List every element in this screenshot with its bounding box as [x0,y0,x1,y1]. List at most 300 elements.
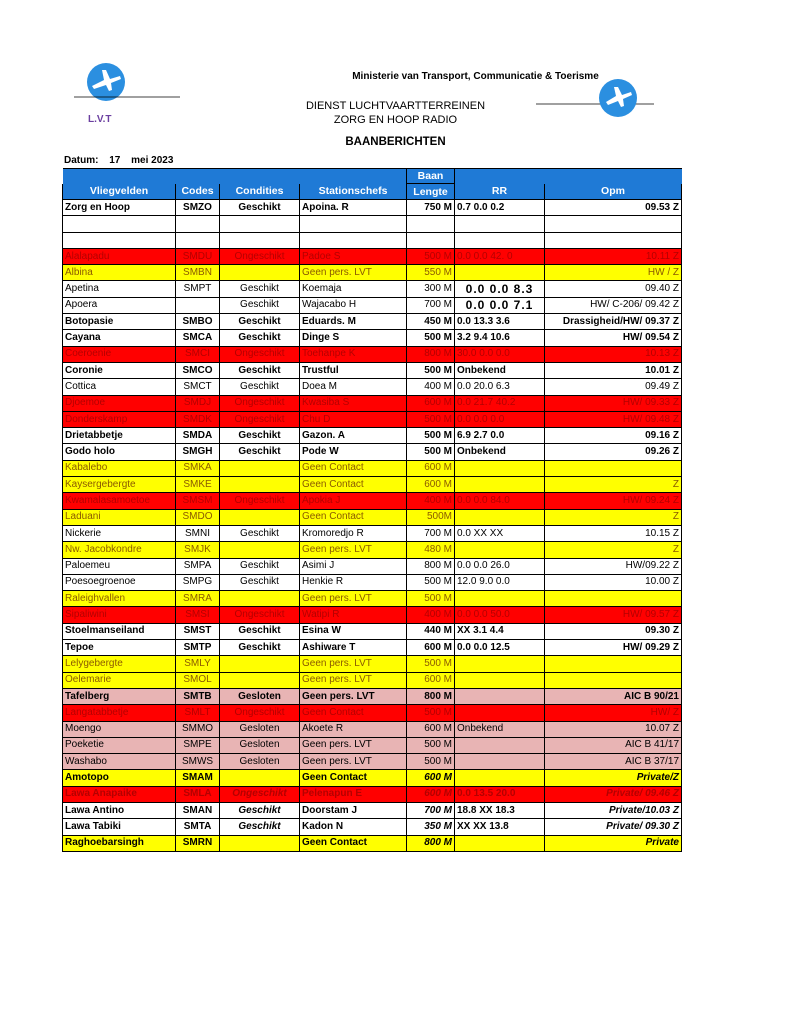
condition-cell: Geschikt [220,640,300,656]
station-chief-cell: Geen Contact [300,770,407,786]
airfield-code-cell [176,232,220,248]
col-stationschefs: Stationschefs [300,184,407,200]
airfield-code-cell: SMRA [176,591,220,607]
remarks-cell: 09.49 Z [545,379,682,395]
station-chief-cell [300,216,407,232]
airfield-name-cell [63,216,176,232]
station-chief-cell: Gazon. A [300,428,407,444]
station-chief-cell: Pode W [300,444,407,460]
rainfall-cell [455,705,545,721]
table-row [63,802,682,818]
rainfall-cell [455,591,545,607]
runway-length-cell: 600 M [407,477,455,493]
table-row [63,346,682,362]
runway-length-cell [407,232,455,248]
condition-cell [220,835,300,851]
runway-reports-table [62,168,682,852]
airfield-name-cell: Apoera [63,297,176,313]
rainfall-cell: 0.0 13.3 3.6 [455,314,545,330]
rainfall-cell: Onbekend [455,721,545,737]
station-chief-cell: Apokia J [300,493,407,509]
date-month-year: mei 2023 [131,155,174,166]
col-vliegvelden: Vliegvelden [63,184,176,200]
airfield-code-cell: SMTB [176,688,220,704]
airfield-name-cell: Raghoebarsingh [63,835,176,851]
table-row [63,623,682,639]
table-row [63,362,682,378]
runway-length-cell: 600 M [407,460,455,476]
remarks-cell: Private/10.03 Z [545,802,682,818]
runway-length-cell: 800 M [407,558,455,574]
airfield-name-cell: Paloemeu [63,558,176,574]
table-row [63,248,682,264]
airfield-name-cell: Coronie [63,362,176,378]
airfield-code-cell: SMTA [176,819,220,835]
runway-length-cell: 800 M [407,835,455,851]
airfield-name-cell: Cottica [63,379,176,395]
condition-cell: Geschikt [220,200,300,216]
runway-length-cell: 500 M [407,656,455,672]
airfield-name-cell: Nickerie [63,525,176,541]
condition-cell: Ongeschikt [220,493,300,509]
col-opm: Opm [545,184,682,200]
runway-length-cell: 550 M [407,265,455,281]
airfield-code-cell: SMDO [176,509,220,525]
station-chief-cell: Doorstam J [300,802,407,818]
runway-length-cell: 500 M [407,591,455,607]
condition-cell: Gesloten [220,754,300,770]
rainfall-cell [455,656,545,672]
station-chief-cell: Koemaja [300,281,407,297]
airfield-code-cell: SMZO [176,200,220,216]
ministry-title: Ministerie van Transport, Communicatie & Toerisme [352,71,599,82]
condition-cell [220,232,300,248]
airfield-name-cell: Coeroenie [63,346,176,362]
table-row [63,444,682,460]
table-row [63,525,682,541]
rainfall-cell: 0.0 13.5 20.0 [455,786,545,802]
condition-cell [220,477,300,493]
condition-cell: Gesloten [220,721,300,737]
rainfall-cell: 0.0 XX XX [455,525,545,541]
airfield-code-cell: SMAM [176,770,220,786]
runway-length-cell: 800 M [407,346,455,362]
remarks-cell [545,232,682,248]
remarks-cell [545,656,682,672]
station-chief-cell: Kromoredjo R [300,525,407,541]
remarks-cell: Private/Z [545,770,682,786]
condition-cell: Ongeschikt [220,411,300,427]
station-chief-cell: Geen Contact [300,705,407,721]
table-row [63,705,682,721]
condition-cell: Geschikt [220,558,300,574]
document-title: BAANBERICHTEN [345,136,446,148]
station-chief-cell: Kwasiba S [300,395,407,411]
table-row [63,493,682,509]
remarks-cell: Private [545,835,682,851]
airfield-code-cell: SMBN [176,265,220,281]
condition-cell: Ongeschikt [220,607,300,623]
airfield-name-cell: Poeketie [63,737,176,753]
table-row [63,411,682,427]
remarks-cell: 09.26 Z [545,444,682,460]
rainfall-cell: 0.0 0.0 7.1 [455,297,545,313]
rainfall-cell [455,754,545,770]
airfield-name-cell: Zorg en Hoop [63,200,176,216]
station-chief-cell: Trustful [300,362,407,378]
airfield-code-cell: SMPE [176,737,220,753]
table-row [63,737,682,753]
runway-length-cell: 500 M [407,705,455,721]
rainfall-cell [455,770,545,786]
airfield-code-cell: SMDA [176,428,220,444]
runway-length-cell: 500 M [407,574,455,590]
airfield-code-cell: SMPG [176,574,220,590]
airfield-code-cell: SMCI [176,346,220,362]
rainfall-cell: Onbekend [455,362,545,378]
airfield-name-cell: Lawa Tabiki [63,819,176,835]
runway-length-cell: 700 M [407,297,455,313]
remarks-cell: 09.16 Z [545,428,682,444]
airfield-code-cell: SMOL [176,672,220,688]
condition-cell: Geschikt [220,819,300,835]
remarks-cell: 10.13 Z [545,346,682,362]
table-row [63,770,682,786]
condition-cell: Geschikt [220,623,300,639]
remarks-cell: HW/ 09.48 Z [545,411,682,427]
table-row [63,542,682,558]
station-chief-cell: Geen Contact [300,835,407,851]
rainfall-cell [455,688,545,704]
airfield-code-cell: SMCO [176,362,220,378]
runway-length-cell: 400 M [407,493,455,509]
runway-length-cell: 500 M [407,330,455,346]
airfield-name-cell: Botopasie [63,314,176,330]
runway-length-cell: 500 M [407,411,455,427]
airfield-code-cell: SMNI [176,525,220,541]
runway-length-cell: 600 M [407,721,455,737]
condition-cell [220,460,300,476]
rainfall-cell: 0.7 0.0 0.2 [455,200,545,216]
station-chief-cell: Geen pers. LVT [300,542,407,558]
condition-cell [220,216,300,232]
runway-length-cell: 600 M [407,640,455,656]
remarks-cell: AIC B 37/17 [545,754,682,770]
rainfall-cell [455,542,545,558]
table-row [63,558,682,574]
table-row [63,216,682,232]
runway-length-cell: 600 M [407,672,455,688]
remarks-cell: Private/ 09.46 Z [545,786,682,802]
airfield-code-cell: SMBO [176,314,220,330]
date-day: 17 [109,155,121,166]
table-row [63,754,682,770]
station-chief-cell: Geen pers. LVT [300,672,407,688]
runway-length-cell: 600 M [407,395,455,411]
station-chief-cell: Wajacabo H [300,297,407,313]
table-row [63,835,682,851]
airfield-name-cell: Kwamalasamoetoe [63,493,176,509]
rainfall-cell [455,835,545,851]
rainfall-cell: 0.0 0.0 8.3 [455,281,545,297]
table-row [63,265,682,281]
condition-cell: Geschikt [220,281,300,297]
rainfall-cell [455,477,545,493]
station-chief-cell: Esina W [300,623,407,639]
airfield-code-cell: SMSM [176,493,220,509]
remarks-cell: AIC B 90/21 [545,688,682,704]
rainfall-cell: 0.0 0.0 50.0 [455,607,545,623]
table-row [63,477,682,493]
condition-cell [220,656,300,672]
airfield-code-cell: SMST [176,623,220,639]
airfield-code-cell: SMRN [176,835,220,851]
station-chief-cell: Geen pers. LVT [300,688,407,704]
airfield-code-cell: SMWS [176,754,220,770]
airfield-name-cell: Kabalebo [63,460,176,476]
airfield-name-cell: Albina [63,265,176,281]
airfield-code-cell: SMDU [176,248,220,264]
airfield-code-cell [176,216,220,232]
remarks-cell: 09.30 Z [545,623,682,639]
condition-cell: Gesloten [220,688,300,704]
station-chief-cell: Geen pers. LVT [300,737,407,753]
rainfall-cell: XX 3.1 4.4 [455,623,545,639]
remarks-cell: HW/09.22 Z [545,558,682,574]
rainfall-cell: 0.0 20.0 6.3 [455,379,545,395]
condition-cell: Gesloten [220,737,300,753]
condition-cell [220,672,300,688]
station-chief-cell: Chu D [300,411,407,427]
airfield-name-cell: Donderskamp [63,411,176,427]
condition-cell: Ongeschikt [220,705,300,721]
airfield-name-cell: Godo holo [63,444,176,460]
remarks-cell [545,672,682,688]
station-chief-cell: Dinge S [300,330,407,346]
remarks-cell: HW/ Z [545,705,682,721]
airfield-name-cell: Poesoegroenoe [63,574,176,590]
remarks-cell: AIC B 41/17 [545,737,682,753]
condition-cell [220,591,300,607]
remarks-cell: Z [545,477,682,493]
condition-cell: Geschikt [220,444,300,460]
station-chief-cell: Pelenapun E [300,786,407,802]
condition-cell: Ongeschikt [220,395,300,411]
airfield-code-cell: SMDK [176,411,220,427]
table-row [63,200,682,216]
runway-length-cell: 500M [407,509,455,525]
remarks-cell: HW / Z [545,265,682,281]
airfield-name-cell: Drietabbetje [63,428,176,444]
station-chief-cell: Geen pers. LVT [300,754,407,770]
remarks-cell: HW/ 09.57 Z [545,607,682,623]
condition-cell: Geschikt [220,314,300,330]
table-row [63,314,682,330]
airfield-code-cell: SMPT [176,281,220,297]
runway-length-cell: 350 M [407,819,455,835]
station-chief-cell: Asimi J [300,558,407,574]
condition-cell: Ongeschikt [220,248,300,264]
airfield-name-cell: Tafelberg [63,688,176,704]
runway-length-cell: 500 M [407,444,455,460]
station-chief-cell: Geen Contact [300,460,407,476]
remarks-cell: 10.00 Z [545,574,682,590]
rainfall-cell: 18.8 XX 18.3 [455,802,545,818]
airfield-code-cell: SMCT [176,379,220,395]
rainfall-cell: 0.0 21.7 40.2 [455,395,545,411]
remarks-cell: Drassigheid/HW/ 09.37 Z [545,314,682,330]
airfield-code-cell: SMAN [176,802,220,818]
remarks-cell: 09.53 Z [545,200,682,216]
runway-length-cell: 400 M [407,607,455,623]
rainfall-cell: 6.9 2.7 0.0 [455,428,545,444]
table-row [63,574,682,590]
rainfall-cell: 0.0 0.0 42. 0 [455,248,545,264]
station-chief-cell: Watipi R [300,607,407,623]
airfield-name-cell: Lawa Antino [63,802,176,818]
date-line [64,155,181,166]
table-row [63,640,682,656]
station-chief-cell: Eduards. M [300,314,407,330]
condition-cell [220,770,300,786]
airfield-name-cell: Djoemoe [63,395,176,411]
table-row [63,281,682,297]
rainfall-cell: 0.0 0.0 12.5 [455,640,545,656]
airfield-name-cell: Nw. Jacobkondre [63,542,176,558]
airfield-code-cell: SMTP [176,640,220,656]
station-chief-cell: Kadon N [300,819,407,835]
remarks-cell: 09.40 Z [545,281,682,297]
rainfall-cell [455,509,545,525]
rainfall-cell [455,460,545,476]
airfield-name-cell: Kaysergebergte [63,477,176,493]
col-codes: Codes [176,184,220,200]
runway-length-cell: 450 M [407,314,455,330]
airfield-code-cell [176,297,220,313]
airfield-code-cell: SMPA [176,558,220,574]
rainfall-cell: 30.0 0.0 0.0 [455,346,545,362]
remarks-cell: 10.01 Z [545,362,682,378]
airfield-name-cell [63,232,176,248]
airfield-code-cell: SMKA [176,460,220,476]
runway-length-cell: 400 M [407,379,455,395]
condition-cell [220,542,300,558]
station-chief-cell: Geen pers. LVT [300,265,407,281]
condition-cell: Geschikt [220,428,300,444]
station-chief-cell: Akoete R [300,721,407,737]
station-chief-cell: Toehanpe K [300,346,407,362]
table-row [63,379,682,395]
airfield-name-cell: Lelygebergte [63,656,176,672]
airfield-code-cell: SMCA [176,330,220,346]
airfield-name-cell: Stoelmanseiland [63,623,176,639]
runway-length-cell: 480 M [407,542,455,558]
runway-length-cell: 700 M [407,802,455,818]
airfield-code-cell: SMSI [176,607,220,623]
condition-cell: Geschikt [220,379,300,395]
station-chief-cell: Geen pers. LVT [300,656,407,672]
airfield-code-cell: SMJK [176,542,220,558]
runway-length-cell: 600 M [407,770,455,786]
station-chief-cell: Geen Contact [300,509,407,525]
condition-cell: Geschikt [220,802,300,818]
remarks-cell: HW/ 09.33 Z [545,395,682,411]
remarks-cell: HW/ 09.29 Z [545,640,682,656]
col-condities: Condities [220,184,300,200]
condition-cell [220,265,300,281]
table-row [63,509,682,525]
condition-cell: Geschikt [220,330,300,346]
condition-cell: Geschikt [220,297,300,313]
runway-length-cell: 750 M [407,200,455,216]
table-row [63,721,682,737]
table-row [63,297,682,313]
table-row [63,428,682,444]
runway-length-cell: 700 M [407,525,455,541]
airfield-name-cell: Laduani [63,509,176,525]
remarks-cell: HW/ 09.24 Z [545,493,682,509]
condition-cell [220,509,300,525]
rainfall-cell: 3.2 9.4 10.6 [455,330,545,346]
table-row [63,460,682,476]
table-row [63,330,682,346]
runway-length-cell: 500 M [407,754,455,770]
dienst-title: DIENST LUCHTVAARTTERREINEN [305,100,486,112]
rainfall-cell: Onbekend [455,444,545,460]
runway-length-cell: 800 M [407,688,455,704]
remarks-cell [545,591,682,607]
remarks-cell: HW/ C-206/ 09.42 Z [545,297,682,313]
table-row [63,591,682,607]
station-chief-cell: Doea M [300,379,407,395]
airfield-name-cell: Alalapadu [63,248,176,264]
condition-cell: Geschikt [220,362,300,378]
runway-length-cell: 600 M [407,786,455,802]
rainfall-cell [455,232,545,248]
rainfall-cell [455,216,545,232]
remarks-cell: HW/ 09.54 Z [545,330,682,346]
rainfall-cell: 0.0 0.0 84.0 [455,493,545,509]
remarks-cell [545,460,682,476]
remarks-cell: Private/ 09.30 Z [545,819,682,835]
col-baan-top: Baan [407,169,455,184]
runway-length-cell: 300 M [407,281,455,297]
station-chief-cell: Padoe S [300,248,407,264]
airfield-code-cell: SMLY [176,656,220,672]
station-chief-cell: Geen Contact [300,477,407,493]
airfield-name-cell: Moengo [63,721,176,737]
table-row [63,607,682,623]
airfield-code-cell: SMKE [176,477,220,493]
rainfall-cell: 0.0 0.0 26.0 [455,558,545,574]
remarks-cell [545,216,682,232]
condition-cell: Ongeschikt [220,786,300,802]
rainfall-cell [455,672,545,688]
table-row [63,672,682,688]
airfield-code-cell: SMLT [176,705,220,721]
station-chief-cell: Henkie R [300,574,407,590]
runway-length-cell: 500 M [407,428,455,444]
remarks-cell: Z [545,542,682,558]
table-row [63,656,682,672]
airfield-name-cell: Raleighvallen [63,591,176,607]
airfield-name-cell: Oelemarie [63,672,176,688]
runway-length-cell: 500 M [407,737,455,753]
runway-length-cell: 500 M [407,248,455,264]
table-row [63,232,682,248]
table-row [63,819,682,835]
airfield-name-cell: Tepoe [63,640,176,656]
